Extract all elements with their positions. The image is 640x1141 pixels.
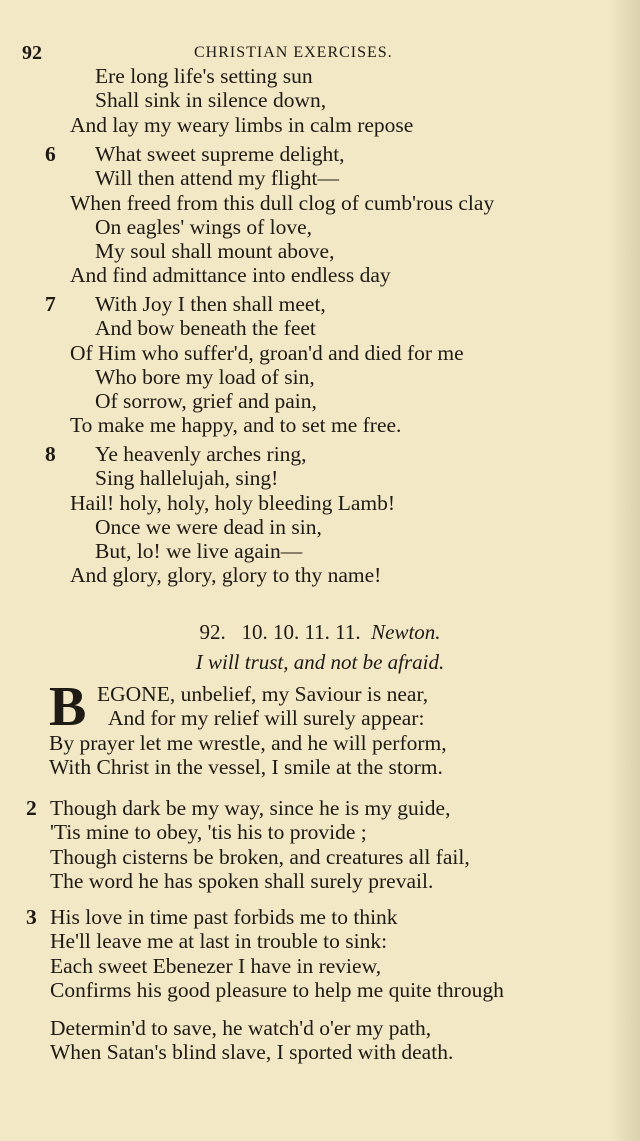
stanza-6 (0, 142, 640, 288)
verse-line: What sweet supreme delight, (95, 142, 345, 166)
hymn-meter: 10. 10. 11. 11. (241, 620, 361, 644)
verse-line: Though dark be my way, since he is my guide, (50, 796, 451, 820)
stanza-number: 3 (26, 905, 37, 929)
stanza-number: 6 (45, 142, 56, 166)
stanza-number: 2 (26, 796, 37, 820)
verse-line: Shall sink in silence down, (95, 88, 327, 113)
verse-line: And glory, glory, glory to thy name! (70, 563, 382, 588)
verse-line: Though cisterns be broken, and creatures all fail, (50, 844, 470, 869)
running-head: CHRISTIAN EXERCISES. (194, 44, 393, 61)
hymn-tune: Newton. (371, 620, 441, 644)
verse-line: But, lo! we live again— (95, 539, 303, 564)
hymn-stanza-4 (0, 1016, 640, 1065)
stanza-number: 7 (45, 292, 56, 316)
page-number: 92 (22, 42, 42, 64)
verse-line: Once we were dead in sin, (95, 514, 322, 539)
verse-line: On eagles' wings of love, (95, 214, 313, 239)
drop-cap: B (49, 676, 87, 738)
verse-line: My soul shall mount above, (95, 239, 335, 264)
verse-line: His love in time past forbids me to think (50, 905, 398, 929)
verse-line: With Joy I then shall meet, (95, 292, 326, 316)
hymn-stanza-3 (0, 905, 640, 1002)
verse-line: Ye heavenly arches ring, (95, 442, 307, 466)
verse-line: Determin'd to save, he watch'd o'er my path, (50, 1016, 432, 1040)
verse-line: He'll leave me at last in trouble to sink: (50, 929, 388, 954)
verse-line: When Satan's blind slave, I sported with death. (50, 1040, 454, 1065)
verse-line: Confirms his good pleasure to help me quite through (50, 977, 504, 1002)
verse-line: Ere long life's setting sun (95, 64, 313, 88)
verse-line: And for my relief will surely appear: (108, 706, 425, 731)
verse-line: By prayer let me wrestle, and he will perform, (49, 730, 447, 755)
hymn-stanza-2 (0, 796, 640, 893)
verse-line: Who bore my load of sin, (95, 364, 315, 389)
verse-line: The word he has spoken shall surely prevail. (50, 868, 434, 893)
verse-line: Each sweet Ebenezer I have in review, (50, 953, 382, 978)
hymn-number: 92. (199, 620, 226, 644)
verse-line: With Christ in the vessel, I smile at the storm. (49, 754, 443, 779)
stanza-number: 8 (45, 442, 56, 466)
stanza-7 (0, 292, 640, 438)
verse-line: And lay my weary limbs in calm repose (70, 112, 414, 137)
verse-line: And bow beneath the feet (95, 316, 316, 341)
stanza-8 (0, 442, 640, 588)
hymn-subtitle: I will trust, and not be afraid. (195, 650, 445, 674)
verse-line: Sing hallelujah, sing! (95, 466, 279, 491)
verse-line: Of sorrow, grief and pain, (95, 389, 317, 414)
verse-line: Will then attend my flight— (95, 166, 339, 191)
verse-line: EGONE, unbelief, my Saviour is near, (97, 682, 429, 706)
verse-line: To make me happy, and to set me free. (70, 413, 402, 438)
verse-line: Hail! holy, holy, holy bleeding Lamb! (70, 490, 396, 515)
hymn-heading (0, 620, 640, 645)
verse-line: And find admittance into endless day (70, 263, 391, 288)
verse-line: When freed from this dull clog of cumb'rous clay (70, 190, 495, 215)
verse-line: 'Tis mine to obey, 'tis his to provide ; (50, 820, 367, 845)
stanza-5-end (0, 64, 640, 137)
verse-line: Of Him who suffer'd, groan'd and died for me (70, 340, 464, 365)
hymn-stanza-1 (0, 676, 640, 779)
